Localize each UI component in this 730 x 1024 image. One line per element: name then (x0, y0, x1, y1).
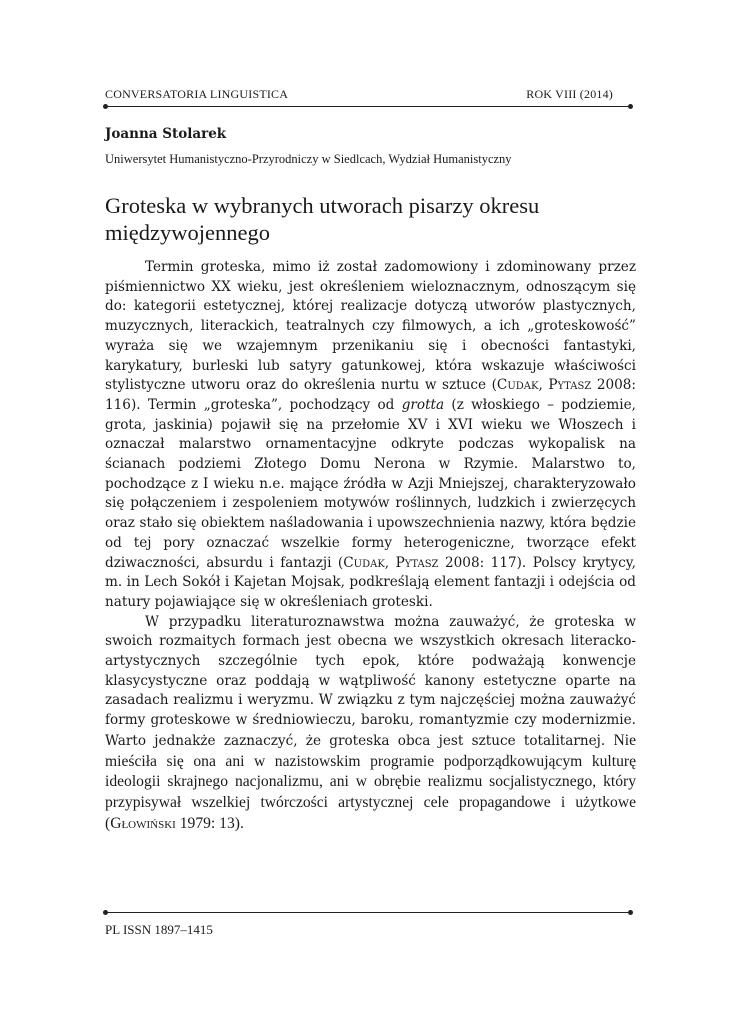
journal-name: CONVERSATORIA LINGUISTICA (105, 87, 289, 101)
header-rule (105, 106, 631, 107)
article-title: Groteska w wybranych utworach pisarzy okresu międzywojennego (105, 193, 540, 245)
footer-rule (105, 912, 631, 913)
citation-authors-2: Cudak, Pytasz (343, 554, 439, 571)
paragraph-1 (105, 258, 636, 613)
citation-authors-1: Cudak, Pytasz (496, 377, 592, 394)
paragraph-2-text-3: 1979: 13). (175, 814, 244, 832)
paragraph-2-text-2: Nie mieściła się ona ani w nazistowskim programie podporządkowującym kulturę ideologii skrajnego nacjonalizmu, ani w obrębie realizmu socjalistycznego, który przypisywał wszelkiej twórczości artystycznej cele propagandowe i użytkowe ( (105, 731, 636, 832)
italic-term: grotta (401, 396, 445, 413)
paragraph-1-text-3: (z włoskiego – podziemie, grota, jaskinia) pojawił się na przełomie XV i XVI wieku we Włoszech i oznaczał malarstwo ornamentacyjne odkryte podczas wykopalisk na ścianach podziemi Złotego Domu Nerona w Rzymie. Malarstwo to, pochodzące z I wieku n.e. mające źródła w Azji Mniejszej, charakteryzowało się połączeniem i zespoleniem motywów roślinnych, ludzkich i zwierzęcych oraz stało się obiektem naśladowania i upowszechnienia nazwy, która będzie od tej pory oznaczać wszelkie formy heterogeniczne, tworzące efekt dziwaczności, absurdu i fantazji ( (105, 396, 636, 571)
journal-volume: ROK VIII (2014) (526, 87, 613, 101)
article-body (105, 258, 636, 834)
paragraph-2 (105, 613, 636, 835)
issn-footer: PL ISSN 1897–1415 (105, 922, 213, 937)
author-name: Joanna Stolarek (105, 126, 227, 142)
author-affiliation: Uniwersytet Humanistyczno-Przyrodniczy w Siedlcach, Wydział Humanistyczny (105, 152, 512, 166)
paragraph-1-text-1: Termin groteska, mimo iż został zadomowiony i zdominowany przez piśmiennictwo XX wieku, jest określeniem wieloznacznym, odnoszącym się do: kategorii estetycznej, której realizacje dotyczą utworów plastycznych, muzycznych, literackich, teatralnych czy filmowych, a ich „groteskowość” wyraża się we wzajemnym przenikaniu się i obecności fantastyki, karykatury, burleski lub satyry gatunkowej, która wskazuje właściwości stylistyczne utworu oraz do określenia nurtu w sztuce ( (105, 259, 636, 394)
rule-dot-right (628, 910, 633, 915)
citation-author-3: Głowiński (110, 814, 176, 832)
paragraph-1-text-2: 2008: 116). Termin „groteska”, pochodzący od (105, 377, 636, 413)
rule-dot-left (103, 104, 108, 109)
rule-dot-right (628, 104, 633, 109)
paragraph-2-text-1: W przypadku literaturoznawstwa można zauważyć, że groteska w swoich rozmaitych formach jest obecna we wszystkich okresach literacko-artystycznych szczególnie tych epok, które podważają konwencje klasycystyczne oraz poddają w wątpliwość kanony estetyczne oparte na zasadach realizmu i weryzmu. W związku z tym najczęściej można zauważyć formy groteskowe w średniowieczu, baroku, romantyzmie czy modernizmie. Warto jednakże zaznaczyć, że groteska obca jest sztuce totalitarnej. (105, 613, 636, 749)
rule-dot-left (103, 910, 108, 915)
paragraph-1-text-4: 2008: 117). Polscy krytycy, m. in Lech Sokół i Kajetan Mojsak, podkreślają element fantazji i odejścia od natury pojawiające się w określeniach groteski. (105, 554, 636, 610)
